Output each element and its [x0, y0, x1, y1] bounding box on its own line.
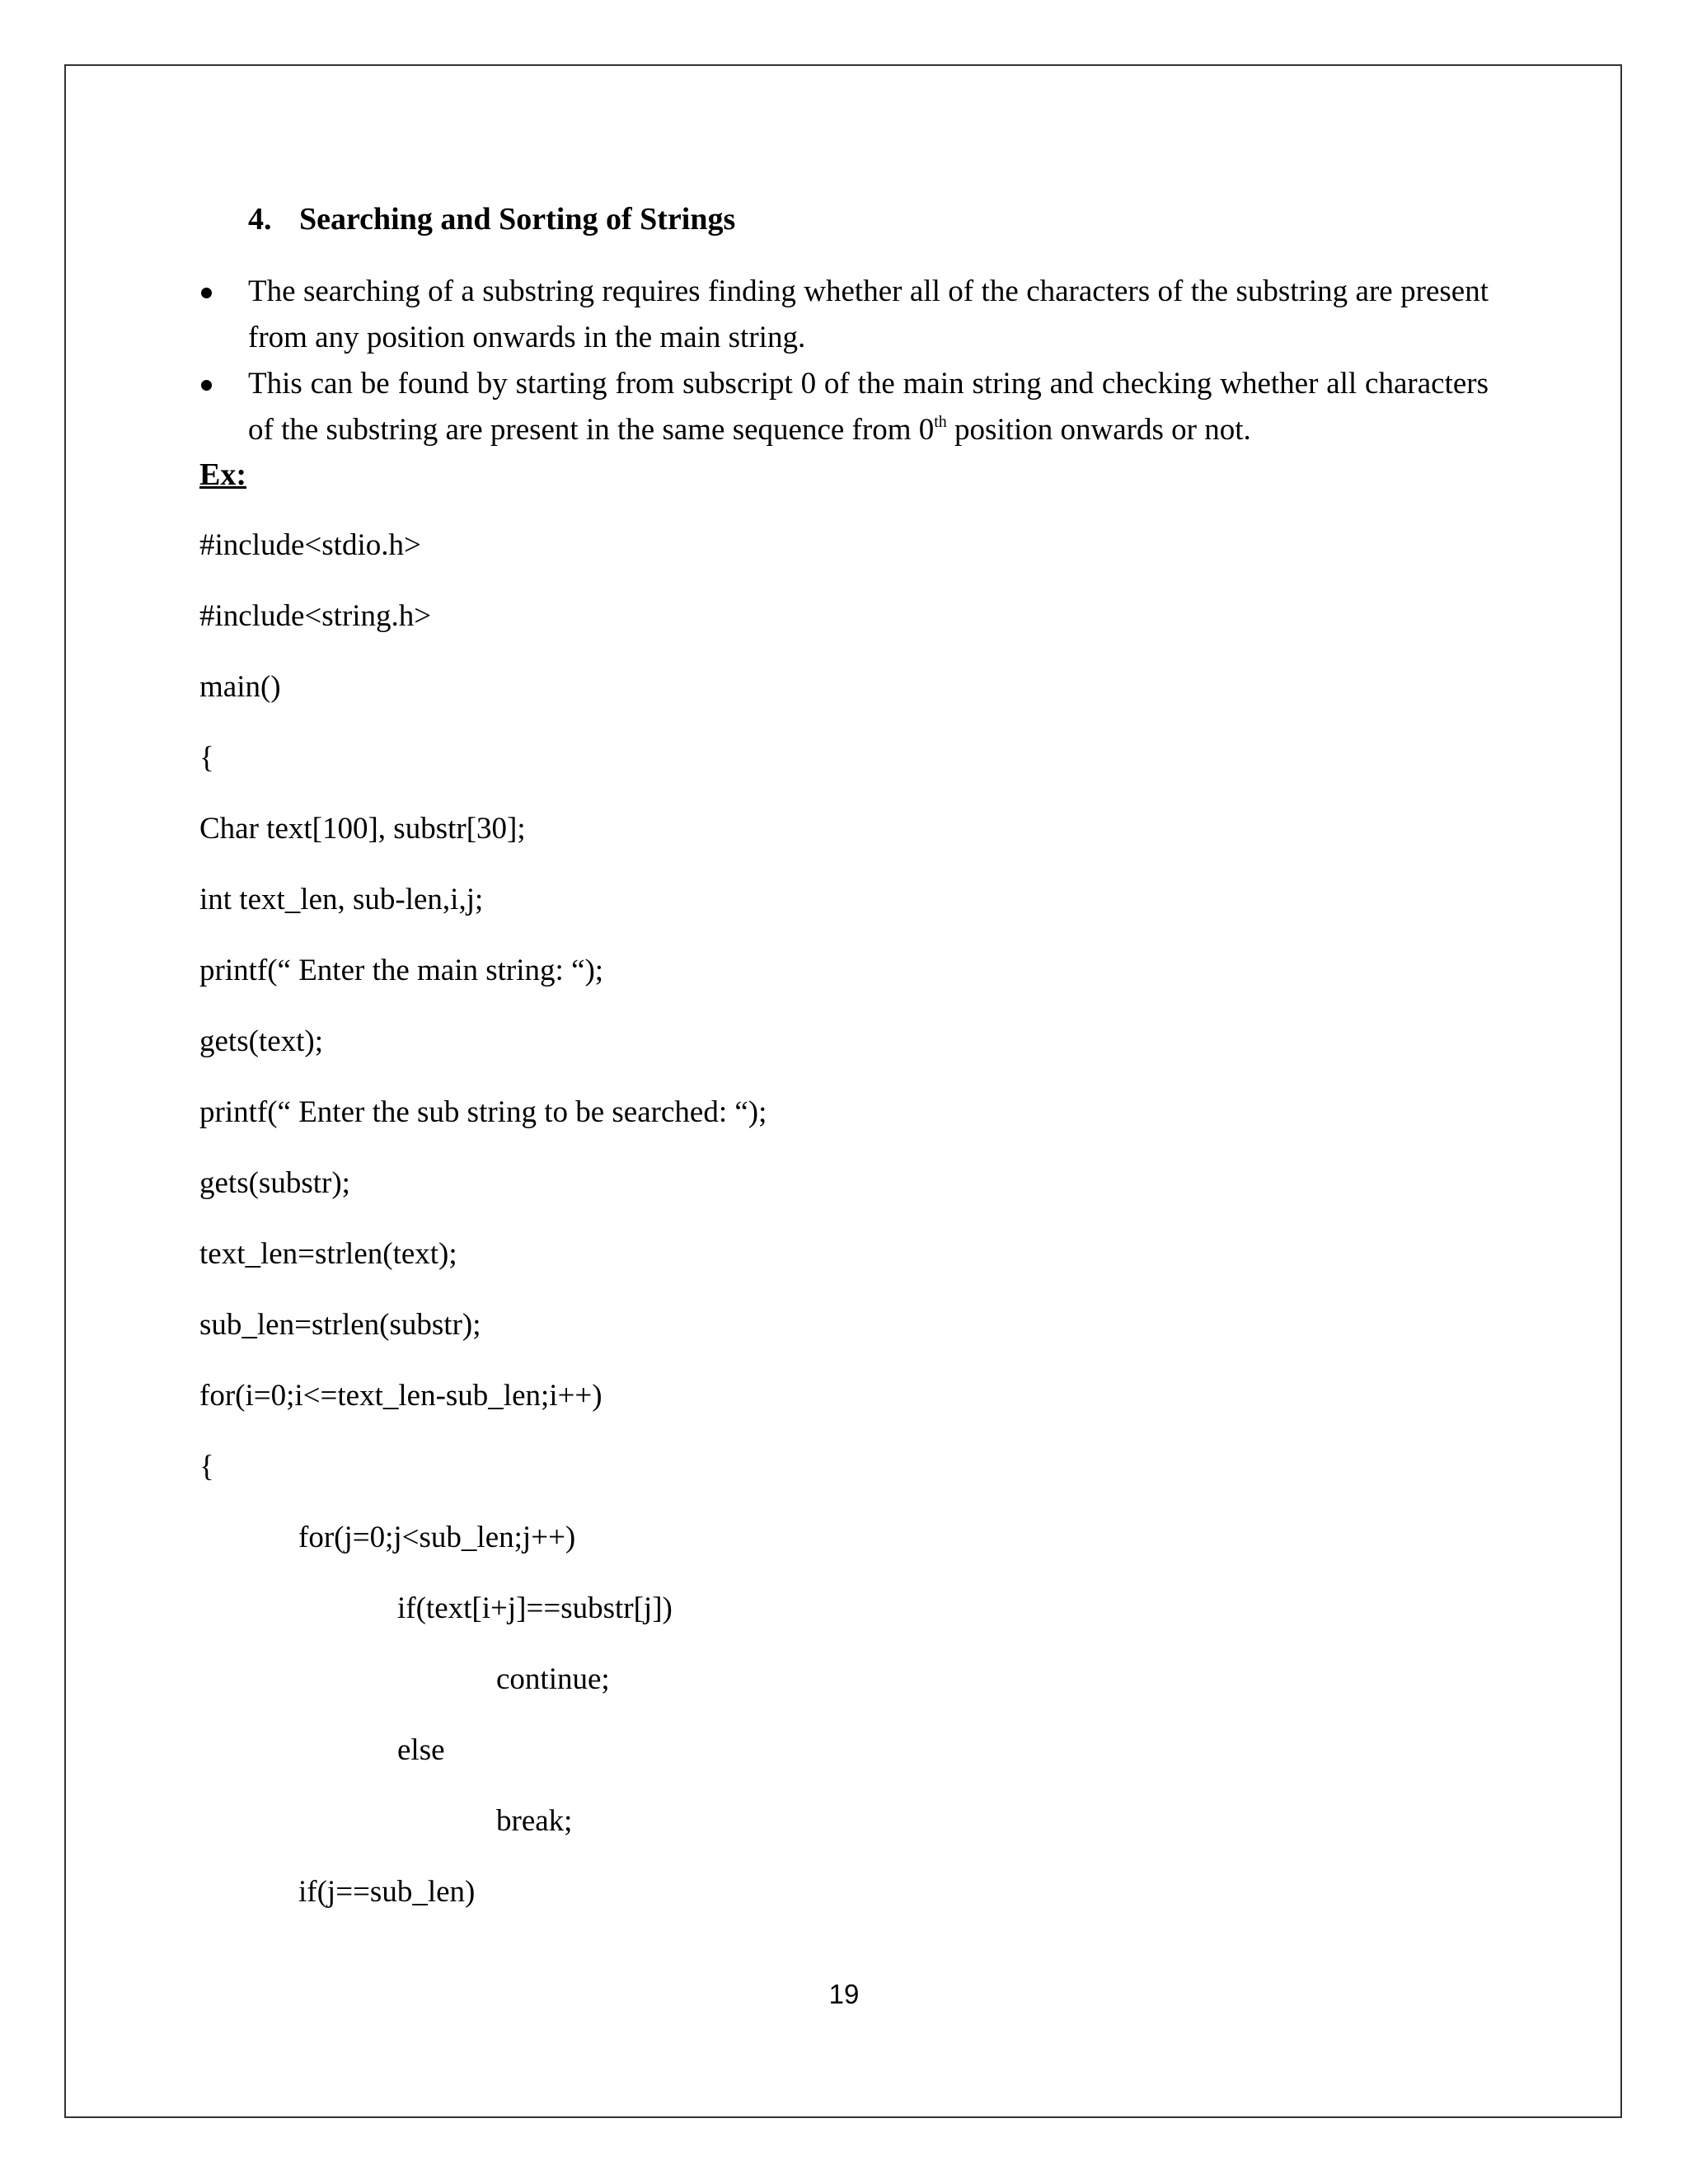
- superscript: th: [934, 413, 947, 431]
- code-line: for(i=0;i<=text_len-sub_len;i++): [199, 1379, 603, 1413]
- code-line: break;: [496, 1804, 573, 1838]
- bullet-item: [199, 361, 1489, 453]
- section-title: Searching and Sorting of Strings: [299, 202, 736, 237]
- code-line: if(text[i+j]==substr[j]): [397, 1591, 673, 1625]
- page-number: 19: [828, 1979, 860, 2009]
- code-line: gets(substr);: [199, 1166, 350, 1200]
- code-line: printf(“ Enter the sub string to be searched: “);: [199, 1095, 767, 1129]
- code-line: printf(“ Enter the main string: “);: [199, 954, 604, 987]
- bullet-list: [199, 269, 1489, 453]
- code-line: #include<stdio.h>: [199, 528, 421, 562]
- code-line: int text_len, sub-len,i,j;: [199, 883, 484, 916]
- code-line: Char text[100], substr[30];: [199, 812, 526, 846]
- bullet-text-end: position onwards or not.: [946, 413, 1251, 447]
- code-line: {: [199, 1450, 214, 1483]
- bullet-dot-icon: [201, 380, 212, 391]
- code-line: sub_len=strlen(substr);: [199, 1308, 481, 1342]
- section-heading: [248, 196, 735, 242]
- code-line: if(j==sub_len): [298, 1875, 476, 1909]
- code-line: #include<string.h>: [199, 599, 432, 633]
- code-line: else: [397, 1733, 445, 1767]
- code-line: main(): [199, 670, 281, 704]
- code-line: for(j=0;j<sub_len;j++): [298, 1521, 576, 1554]
- code-line: gets(text);: [199, 1024, 324, 1058]
- example-label: Ex:: [199, 457, 246, 492]
- section-number: 4.: [248, 202, 272, 237]
- bullet-text: This can be found by starting from subscript 0 of the main string and checking whether all characters of the substring are present in the same sequence from 0: [248, 367, 1489, 447]
- code-line: {: [199, 741, 214, 775]
- bullet-dot-icon: [201, 288, 212, 298]
- bullet-item: [199, 269, 1489, 361]
- code-line: text_len=strlen(text);: [199, 1237, 457, 1271]
- bullet-text: The searching of a substring requires finding whether all of the characters of the substring are present from any position onwards in the main string.: [248, 274, 1489, 354]
- code-line: continue;: [496, 1662, 610, 1696]
